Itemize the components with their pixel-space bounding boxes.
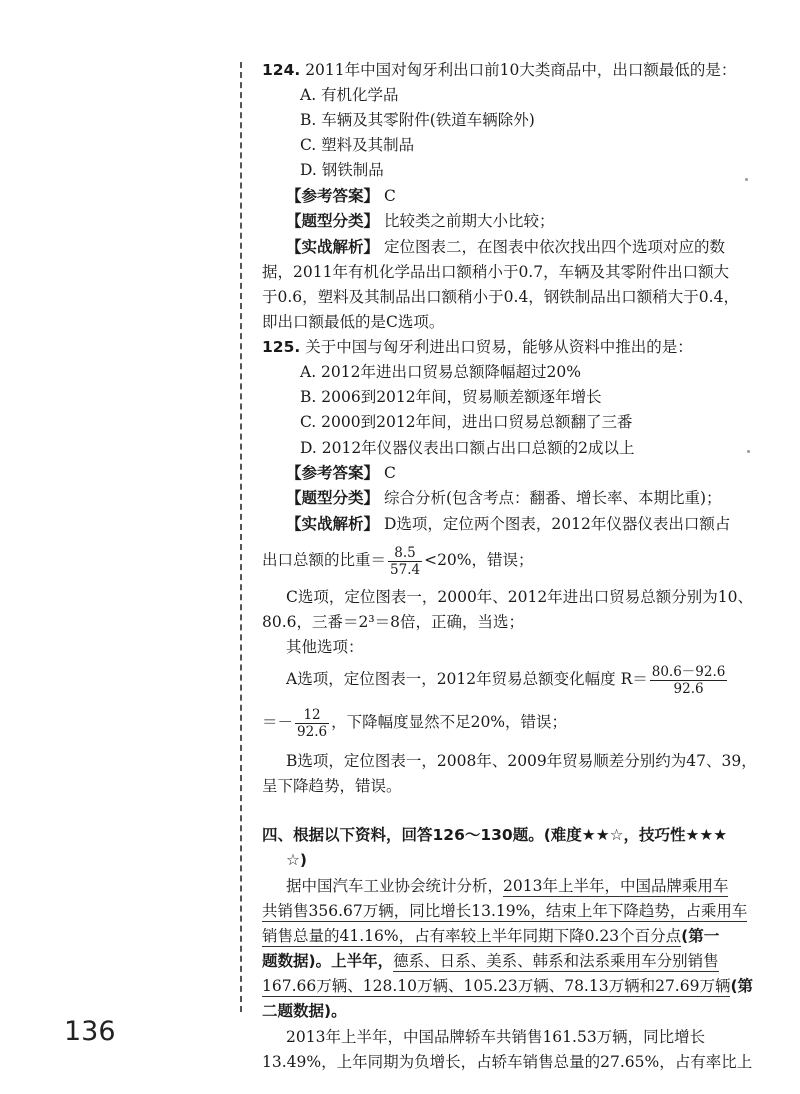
q124-option-b: B. 车辆及其零附件(铁道车辆除外): [300, 111, 535, 129]
q125-option-a-line-2: [262, 704, 567, 740]
type-tag: 【题型分类】: [286, 212, 380, 230]
question-number: 125.: [262, 338, 301, 356]
material-line-4: [262, 949, 719, 973]
q125-analysis-line-1: [286, 512, 730, 536]
material-paragraph-2-line-1: 2013年上半年，中国品牌轿车共销售161.53万辆，同比增长: [286, 1028, 706, 1046]
q125-option-d: D. 2012年仪器仪表出口额占出口总额的2成以上: [300, 439, 635, 457]
answer-value: C: [383, 187, 396, 205]
underlined-text: 销售总量的41.16%，占有率较上半年同期下降0.23个百分点: [262, 927, 682, 945]
material-paragraph-2-line-2: 13.49%，上年同期为负增长，占轿车销售总量的27.65%，占有率比上: [262, 1053, 753, 1071]
rate-suffix: ，下降幅度显然不足20%，错误；: [331, 713, 568, 731]
rate-prefix: A选项，定位图表一，2012年贸易总额变化幅度 R＝: [286, 670, 648, 688]
q125-option-b-line-2: 呈下降趋势，错误。: [262, 777, 402, 795]
underlined-text: 德系、日系、美系、韩系和法系乘用车分别销售: [393, 952, 719, 970]
q125-option-c-line-1: C选项，定位图表一，2000年、2012年进出口贸易总额分别为10、: [286, 588, 753, 606]
underlined-text: 共销售356.67万辆，同比增长13.19%，结束上年下降趋势，占乘用车: [262, 902, 748, 920]
type-tag: 【题型分类】: [286, 489, 380, 507]
section-4-title: 四、根据以下资料，回答126～130题。(难度★★☆，技巧性★★★: [262, 826, 728, 844]
analysis-text: D选项，定位两个图表，2012年仪器仪表出口额占: [383, 515, 731, 533]
q124-analysis-line-3: 于0.6，塑料及其制品出口额稍小于0.4，钢铁制品出口额稍大于0.4，: [262, 288, 739, 306]
q125-option-a: A. 2012年进出口贸易总额降幅超过20%: [300, 363, 581, 381]
rate-fraction-2: [295, 707, 329, 740]
q125-other-options: 其他选项：: [286, 638, 364, 656]
bold-note: 题数据)。上半年，: [262, 952, 394, 970]
q124-option-d: D. 钢铁制品: [300, 161, 384, 179]
scan-speck: [747, 450, 750, 453]
q125-option-c: C. 2000到2012年间，进出口贸易总额翻了三番: [300, 413, 633, 431]
bold-note: (第一: [681, 927, 720, 945]
type-value: 比较类之前期大小比较；: [383, 212, 555, 230]
q125-option-d-ratio: [262, 543, 534, 577]
plain-text: 据中国汽车工业协会统计分析，: [286, 877, 504, 895]
type-value: 综合分析(包含考点：翻番、增长率、本期比重)；: [383, 489, 722, 507]
ratio-suffix: <20%，错误；: [424, 551, 534, 569]
material-line-1: [286, 874, 728, 898]
q125-option-b-line-1: B选项，定位图表一，2008年、2009年贸易顺差分别约为47、39，: [286, 752, 757, 770]
fraction-numerator: 80.6－92.6: [651, 663, 726, 680]
section-4-title-cont: ☆): [286, 851, 307, 869]
question-number: 124.: [262, 61, 301, 79]
question-124-stem: [262, 58, 736, 82]
material-line-2: [262, 899, 747, 923]
material-line-6: 二题数据)。: [262, 1002, 347, 1020]
page-number: 136: [64, 1016, 116, 1047]
underlined-text: 2013年上半年，中国品牌乘用车: [503, 877, 729, 895]
fraction-denominator: 57.4: [390, 561, 421, 578]
answer-tag: 【参考答案】: [286, 464, 380, 482]
analysis-text: 定位图表二，在图表中依次找出四个选项对应的数: [383, 238, 725, 256]
underlined-text: 167.66万辆、128.10万辆、105.23万辆、78.13万辆和27.69万辆: [262, 977, 731, 995]
q124-answer: [286, 184, 396, 208]
fraction-numerator: 12: [295, 707, 329, 724]
fraction-denominator: 92.6: [673, 680, 704, 697]
rate-fraction: [650, 664, 728, 697]
q125-option-a-line-1: [286, 661, 729, 697]
answer-value: C: [383, 464, 396, 482]
scan-speck: [745, 178, 748, 181]
binding-margin-line: [240, 62, 242, 1012]
bold-note: (第: [730, 977, 754, 995]
answer-tag: 【参考答案】: [286, 187, 380, 205]
q125-option-c-line-2: 80.6，三番＝2³＝8倍，正确，当选；: [262, 613, 524, 631]
question-125-stem: [262, 335, 693, 359]
q124-type: [286, 209, 554, 233]
q124-analysis-line-2: 据，2011年有机化学品出口额稍小于0.7，车辆及其零附件出口额大: [262, 263, 730, 281]
fraction-denominator: 92.6: [297, 723, 328, 740]
q125-answer: [286, 461, 396, 485]
material-line-5: [262, 974, 753, 998]
analysis-tag: 【实战解析】: [286, 515, 380, 533]
q124-analysis-line-1: [286, 235, 725, 259]
q124-option-c: C. 塑料及其制品: [300, 136, 415, 154]
fraction-numerator: 8.5: [388, 545, 422, 562]
q125-option-b: B. 2006到2012年间，贸易顺差额逐年增长: [300, 388, 602, 406]
question-text: 关于中国与匈牙利进出口贸易，能够从资料中推出的是：: [305, 338, 693, 356]
ratio-fraction: [388, 545, 422, 578]
question-text: 2011年中国对匈牙利出口前10大类商品中，出口额最低的是：: [305, 61, 737, 79]
q124-analysis-line-4: 即出口额最低的是C选项。: [262, 313, 445, 331]
rate-equals: ＝－: [262, 713, 294, 731]
analysis-tag: 【实战解析】: [286, 238, 380, 256]
q124-option-a: A. 有机化学品: [300, 86, 399, 104]
ratio-prefix: 出口总额的比重＝: [262, 551, 387, 569]
material-line-3: [262, 924, 719, 948]
q125-type: [286, 486, 722, 510]
